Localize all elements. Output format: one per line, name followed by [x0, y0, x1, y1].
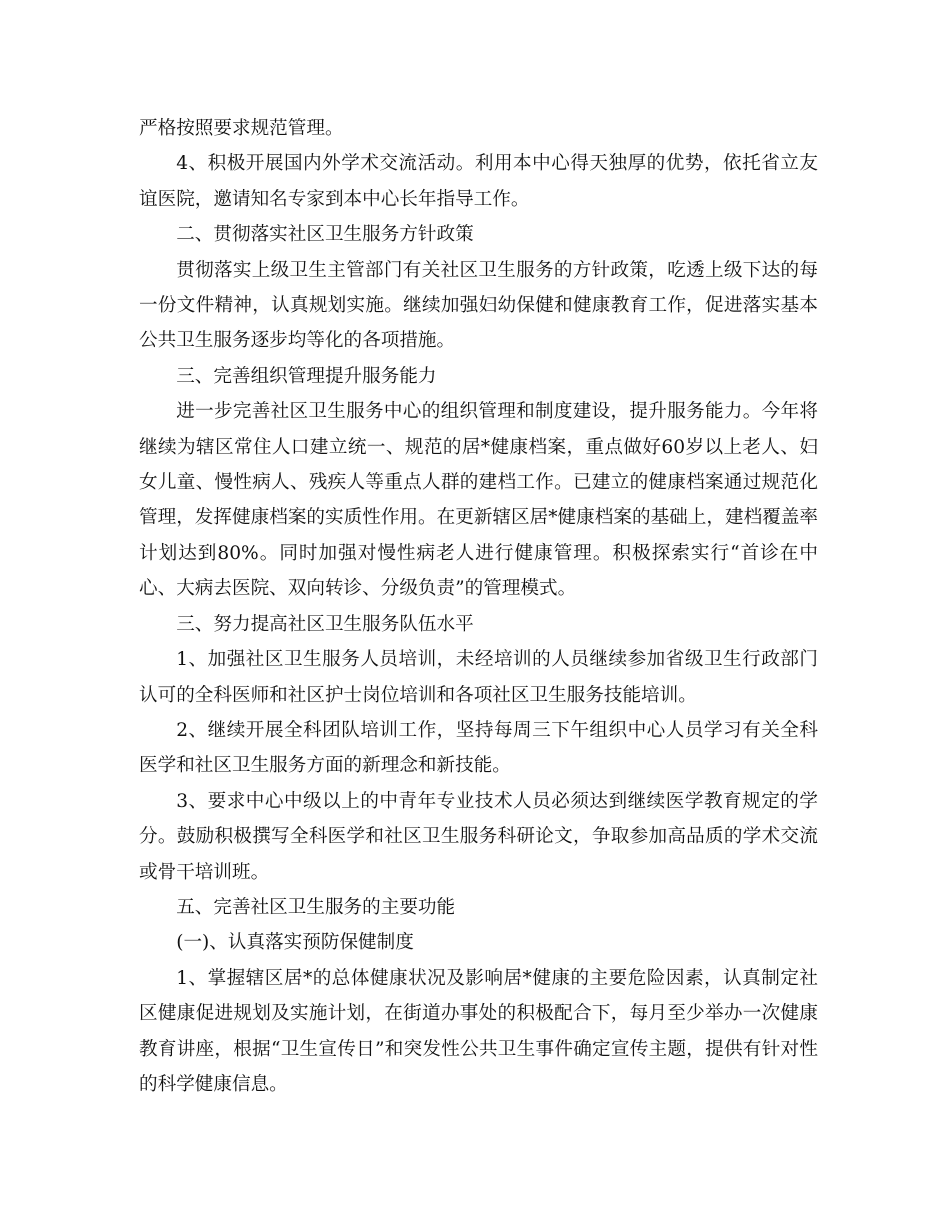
section-heading: 二、贯彻落实社区卫生服务方针政策 [176, 224, 474, 246]
section-heading: 三、完善组织管理提升服务能力 [176, 365, 437, 387]
section-heading: 五、完善社区卫生服务的主要功能 [176, 896, 456, 918]
section-heading: 三、努力提高社区卫生服务队伍水平 [176, 613, 474, 635]
paragraph: 2、继续开展全科团队培训工作，坚持每周三下午组织中心人员学习有关全科医学和社区卫生服务方面的新理念和新技能。 [139, 719, 818, 777]
subsection-heading: (一)、认真落实预防保健制度 [176, 932, 414, 954]
paragraph: 严格按照要求规范管理。 [139, 118, 344, 139]
paragraph: 1、掌握辖区居*的总体健康状况及影响居*健康的主要危险因素，认真制定社区健康促进规划及实施计划，在街道办事处的积极配合下，每月至少举办一次健康教育讲座，根据“卫生宣传日”和突发性公共卫生事件确定宣传主题，提供有针对性的科学健康信息。 [139, 967, 818, 1095]
paragraph: 4、积极开展国内外学术交流活动。利用本中心得天独厚的优势，依托省立友谊医院，邀请知名专家到本中心长年指导工作。 [139, 153, 818, 210]
document-body [139, 111, 818, 1102]
paragraph: 贯彻落实上级卫生主管部门有关社区卫生服务的方针政策，吃透上级下达的每一份文件精神，认真规划实施。继续加强妇幼保健和健康教育工作，促进落实基本公共卫生服务逐步均等化的各项措施。 [139, 259, 818, 352]
paragraph: 3、要求中心中级以上的中青年专业技术人员必须达到继续医学教育规定的学分。鼓励积极撰写全科医学和社区卫生服务科研论文，争取参加高品质的学术交流或骨干培训班。 [139, 790, 818, 883]
paragraph: 进一步完善社区卫生服务中心的组织管理和制度建设，提升服务能力。今年将继续为辖区常住人口建立统一、规范的居*健康档案，重点做好60岁以上老人、妇女儿童、慢性病人、残疾人等重点人群的建档工作。已建立的健康档案通过规范化管理，发挥健康档案的实质性作用。在更新辖区居*健康档案的基础上，建档覆盖率计划达到80%。同时加强对慢性病老人进行健康管理。积极探索实行“首诊在中心、大病去医院、双向转诊、分级负责”的管理模式。 [139, 401, 818, 600]
paragraph: 1、加强社区卫生服务人员培训，未经培训的人员继续参加省级卫生行政部门认可的全科医师和社区护士岗位培训和各项社区卫生服务技能培训。 [139, 649, 818, 706]
